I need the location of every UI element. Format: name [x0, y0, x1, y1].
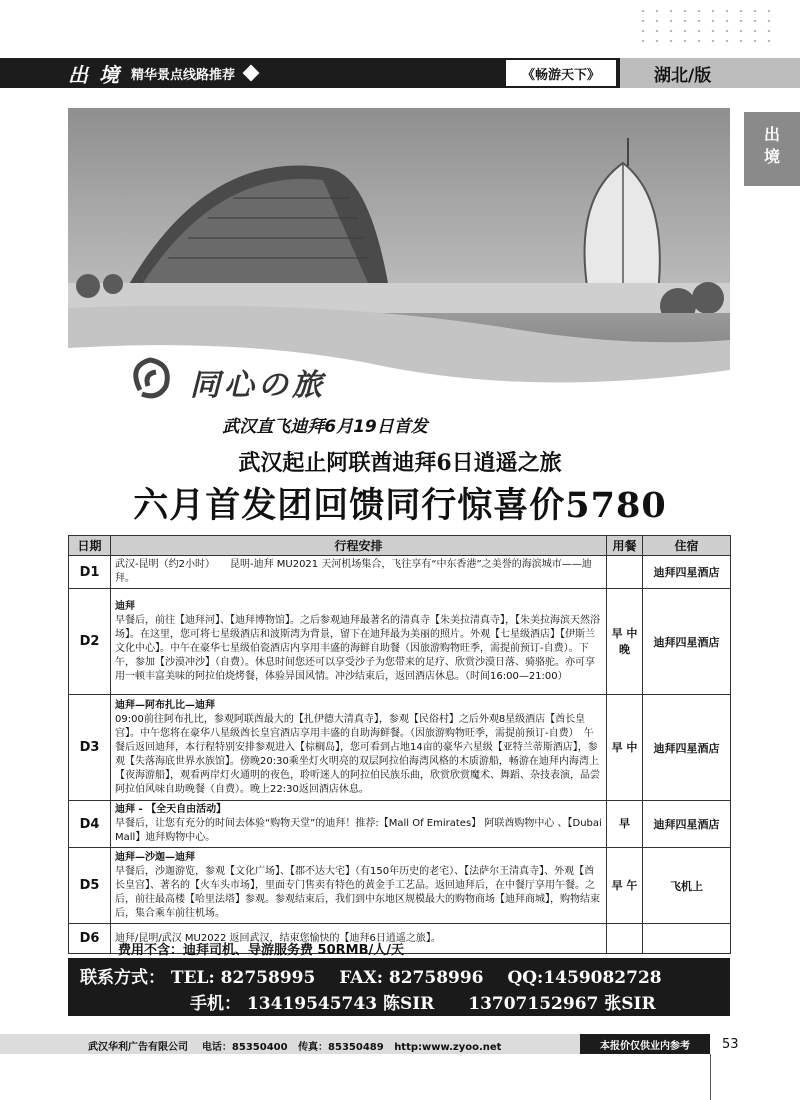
row-desc: 武汉-昆明（约2小时） 昆明-迪拜 MU2021 天河机场集合，飞往享有“中东香港”之美誉的海滨城市——迪拜。 — [115, 559, 592, 584]
header-left — [68, 61, 257, 85]
contact-fax: FAX: 82758996 — [339, 968, 484, 988]
desc-cell — [111, 848, 607, 924]
day-cell: D6 — [69, 924, 111, 954]
table-row — [69, 801, 731, 848]
contact-tel: TEL: 82758995 — [170, 968, 316, 988]
table-row — [69, 695, 731, 801]
contact-qq: QQ:1459082728 — [507, 968, 662, 988]
row-desc: 09:00前往阿布扎比，参观阿联酋最大的【扎伊德大清真寺】，参观【民俗村】之后外观8星级酒店【酋长皇宫】。中午您将在豪华八星级酋长皇宫酒店享用丰盛的自助海鲜餐。（因旅游购物旺季，需提前预订-自费） 午餐后返回迪拜，本行程特别安排参观进入【棕榈岛】，您可看到占地14亩的豪华六星级【亚特兰蒂斯酒店】，参观【失落海底世界水族馆】。傍晚20:30乘坐灯火明亮的双层阿拉伯海湾风格的木质游船，畅游在迪拜内海湾上【夜海游船】，观看两岸灯火通明的夜色，聆听迷人的阿拉伯民族乐曲，欣赏欣赏魔术、舞蹈、杂技表演，品尝阿拉伯风味自助晚餐（自费）。晚上22:30返回酒店休息。 — [115, 713, 600, 795]
footer-phone: 电话：85350400 — [201, 1042, 288, 1053]
day-cell: D3 — [69, 695, 111, 801]
header-hotel: 住宿 — [643, 536, 731, 556]
row-title: 迪拜 — [115, 600, 135, 612]
brand-logo: 同心の旅 — [190, 368, 326, 403]
desc-cell — [111, 589, 607, 695]
header-section: 精华景点线路推荐 — [130, 67, 235, 83]
day-cell: D1 — [69, 556, 111, 589]
desc-cell — [111, 695, 607, 801]
row-desc: 早餐后，沙迦游览，参观【文化广场】、【郡不达大宅】（有150年历史的老宅）、【法萨尔王清真寺】、外观【酋长皇宫】、著名的【火车头市场】，里面专门售卖有特色的黄金手工艺品。返回迪拜后，在中餐厅享用午餐。之后，前往最高楼【哈里法塔】参观。参观结束后，我们到中东地区规模最大的购物商场【迪拜商城】，购物结束后，集合乘车前往机场。 — [115, 865, 600, 919]
table-header-row — [69, 536, 731, 556]
desc-cell — [111, 801, 607, 848]
subtitle: 武汉起止阿联酋迪拜6日逍遥之旅 — [238, 450, 562, 476]
row-desc: 早餐后，前往【迪拜河】、【迪拜博物馆】。之后参观迪拜最著名的清真寺【朱美拉清真寺】，【朱美拉海滨天然浴场】。在这里，您可将七星级酒店和波斯湾为背景，留下在迪拜最为美丽的照片。外观【七星级酒店】【伊斯兰文化中心】。中午在豪华七星级伯瓷酒店内享用丰盛的海鲜自助餐（因旅游购物旺季，需提前预订-自费）。下午，参加【沙漠冲沙】（自费）。休息时间您还可以享受沙子为您带来的足疗、欣赏沙漠日落、骑骆驼。亦可享用一顿丰富美味的阿拉伯烧烤餐，体验异国风情。冲沙结束后，返回酒店休息。（时间16:00—21:00） — [115, 614, 600, 682]
day-cell: D2 — [69, 589, 111, 695]
side-tab-label: 出境 — [763, 125, 780, 166]
header-day: 日期 — [69, 536, 111, 556]
tagline: 武汉直飞迪拜6月19日首发 — [222, 417, 428, 437]
meal-cell: 早 中 晚 — [607, 589, 643, 695]
hotel-cell — [643, 924, 731, 954]
header-meal: 用餐 — [607, 536, 643, 556]
day-cell: D4 — [69, 801, 111, 848]
hotel-cell: 迪拜四星酒店 — [643, 801, 731, 848]
contact-box — [68, 958, 730, 1016]
side-tab — [744, 112, 800, 186]
meal-cell — [607, 924, 643, 954]
page-number: 53 — [722, 1037, 739, 1052]
meal-cell: 早 — [607, 801, 643, 848]
mobile-label: 手机： — [190, 994, 241, 1014]
mobile-2: 13707152967 张SIR — [468, 994, 656, 1014]
footer-bar — [0, 1034, 710, 1054]
fees-label: 费用不含： — [118, 943, 184, 958]
footer-company: 武汉华利广告有限公司 — [88, 1042, 188, 1053]
table-row — [69, 589, 731, 695]
row-title: 迪拜 - 【全天自由活动】 — [115, 804, 227, 815]
meal-cell: 早 午 — [607, 848, 643, 924]
hotel-cell: 迪拜四星酒店 — [643, 695, 731, 801]
row-desc: 迪拜/昆明/武汉 MU2022 返回武汉，结束您愉快的【迪拜6日逍遥之旅】。 — [115, 932, 441, 944]
footer-fax: 传真：85350489 — [298, 1042, 384, 1053]
fees-note — [118, 939, 404, 958]
fees-text: 迪拜司机、导游服务费 50RMB/人/天 — [183, 943, 404, 958]
header-bar — [0, 58, 800, 88]
day-cell: D5 — [69, 848, 111, 924]
itinerary-table — [68, 535, 731, 954]
header-brand: 出 境 — [68, 62, 121, 87]
hotel-cell: 飞机上 — [643, 848, 731, 924]
divider-line — [710, 1054, 711, 1100]
header-itinerary: 行程安排 — [111, 536, 607, 556]
table-row — [69, 848, 731, 924]
hotel-cell: 迪拜四星酒店 — [643, 556, 731, 589]
diamond-icon — [242, 65, 259, 82]
meal-cell — [607, 556, 643, 589]
footer-url: http:www.zyoo.net — [394, 1042, 502, 1053]
contact-row-1 — [80, 963, 662, 988]
footer-note: 本报价仅供业内参考 — [580, 1034, 710, 1054]
row-title: 迪拜—阿布扎比—迪拜 — [115, 699, 215, 711]
hero-photo — [68, 108, 730, 408]
footer-info — [88, 1038, 501, 1053]
contact-label: 联系方式： — [80, 968, 165, 988]
hotel-cell: 迪拜四星酒店 — [643, 589, 731, 695]
row-title: 迪拜—沙迦—迪拜 — [115, 851, 195, 863]
header-column: 《畅游天下》 — [506, 60, 616, 86]
mobile-1: 13419545743 陈SIR — [246, 994, 435, 1014]
header-edition: 湖北/版 — [620, 58, 800, 88]
table-row — [69, 556, 731, 589]
meal-cell: 早 中 — [607, 695, 643, 801]
desc-cell — [111, 556, 607, 589]
row-desc: 早餐后，让您有充分的时间去体验“购物天堂”的迪拜！推荐:【Mall Of Emirates】 阿联酋购物中心 、【Dubai Mall】迪拜购物中心。 — [115, 818, 602, 843]
main-title: 六月首发团回馈同行惊喜价5780 — [133, 485, 667, 526]
decorative-dot-pattern — [636, 6, 776, 46]
contact-row-2 — [190, 989, 656, 1014]
